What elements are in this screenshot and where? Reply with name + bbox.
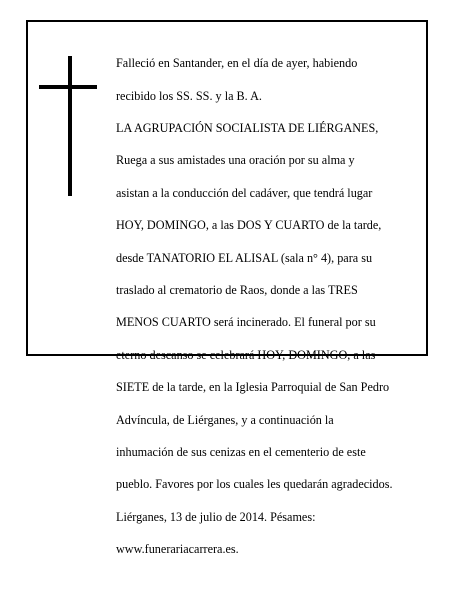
notice-line: pueblo. Favores por los cuales les quedarán agradecidos.	[116, 477, 393, 492]
notice-line: traslado al crematorio de Raos, donde a las TRES	[116, 283, 358, 298]
notice-line: LA AGRUPACIÓN SOCIALISTA DE LIÉRGANES,	[116, 121, 379, 136]
notice-line: MENOS CUARTO será incinerado. El funeral por su	[116, 315, 376, 330]
obituary-notice	[26, 20, 428, 557]
notice-line: asistan a la conducción del cadáver, que tendrá lugar	[116, 185, 373, 200]
cross-vertical-bar	[68, 56, 72, 196]
notice-line: Falleció en Santander, en el día de ayer, habiendo	[116, 56, 358, 71]
notice-line: recibido los SS. SS. y la B. A.	[116, 88, 262, 103]
notice-line: Liérganes, 13 de julio de 2014. Pésames:	[116, 509, 316, 524]
notice-line: inhumación de sus cenizas en el cementerio de este	[116, 445, 366, 460]
notice-text	[116, 39, 428, 574]
notice-line: SIETE de la tarde, en la Iglesia Parroquial de San Pedro	[116, 380, 390, 395]
notice-line: HOY, DOMINGO, a las DOS Y CUARTO de la tarde,	[116, 218, 382, 233]
cross-horizontal-bar	[39, 85, 97, 89]
notice-line: Ruega a sus amistades una oración por su alma y	[116, 153, 355, 168]
notice-line: desde TANATORIO EL ALISAL (sala n° 4), para su	[116, 250, 373, 265]
notice-line: www.funerariacarrera.es.	[116, 542, 239, 557]
notice-line: Advíncula, de Liérganes, y a continuación la	[116, 412, 334, 427]
notice-line: eterno descanso se celebrará HOY, DOMINGO, a las	[116, 347, 376, 362]
